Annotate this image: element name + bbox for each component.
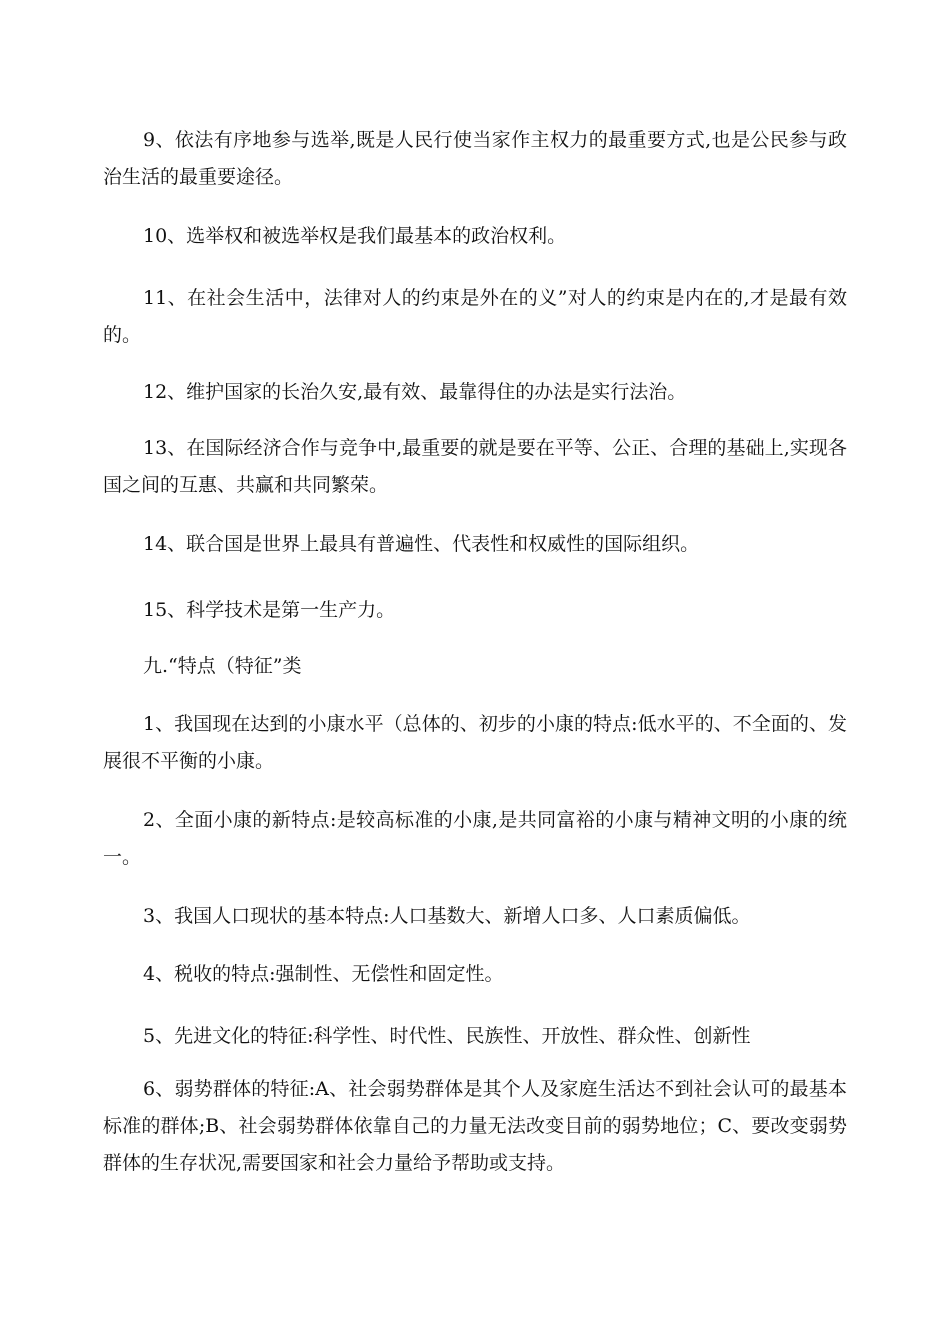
section-item-5: 5、先进文化的特征:科学性、时代性、民族性、开放性、群众性、创新性 [143, 1025, 751, 1047]
section-item-3: 3、我国人口现状的基本特点:人口基数大、新增人口多、人口素质偏低。 [143, 905, 751, 927]
paragraph-10: 10、选举权和被选举权是我们最基本的政治权利。 [143, 225, 567, 247]
paragraph-14: 14、联合国是世界上最具有普遍性、代表性和权威性的国际组织。 [143, 533, 700, 555]
paragraph-9: 9、依法有序地参与选举,既是人民行使当家作主权力的最重要方式,也是公民参与政治生活的最重要途径。 [103, 129, 847, 188]
section-item-6: 6、弱势群体的特征:A、社会弱势群体是其个人及家庭生活达不到社会认可的最基本标准的群体;B、社会弱势群体依靠自己的力量无法改变目前的弱势地位；C、要改变弱势群体的生存状况,需要国家和社会力量给予帮助或支持。 [103, 1078, 847, 1174]
section-heading: 九.“特点（特征”类 [143, 655, 302, 677]
paragraph-15: 15、科学技术是第一生产力。 [143, 599, 396, 621]
section-item-2: 2、全面小康的新特点:是较高标准的小康,是共同富裕的小康与精神文明的小康的统一。 [103, 809, 847, 868]
paragraph-12: 12、维护国家的长治久安,最有效、最靠得住的办法是实行法治。 [143, 381, 687, 403]
section-item-4: 4、税收的特点:强制性、无偿性和固定性。 [143, 963, 504, 985]
paragraph-13: 13、在国际经济合作与竞争中,最重要的就是要在平等、公正、合理的基础上,实现各国之间的互惠、共赢和共同繁荣。 [103, 437, 847, 496]
section-item-1: 1、我国现在达到的小康水平（总体的、初步的小康的特点:低水平的、不全面的、发展很不平衡的小康。 [103, 713, 847, 772]
paragraph-11: 11、在社会生活中，法律对人的约束是外在的义”对人的约束是内在的,才是最有效的。 [103, 287, 847, 346]
